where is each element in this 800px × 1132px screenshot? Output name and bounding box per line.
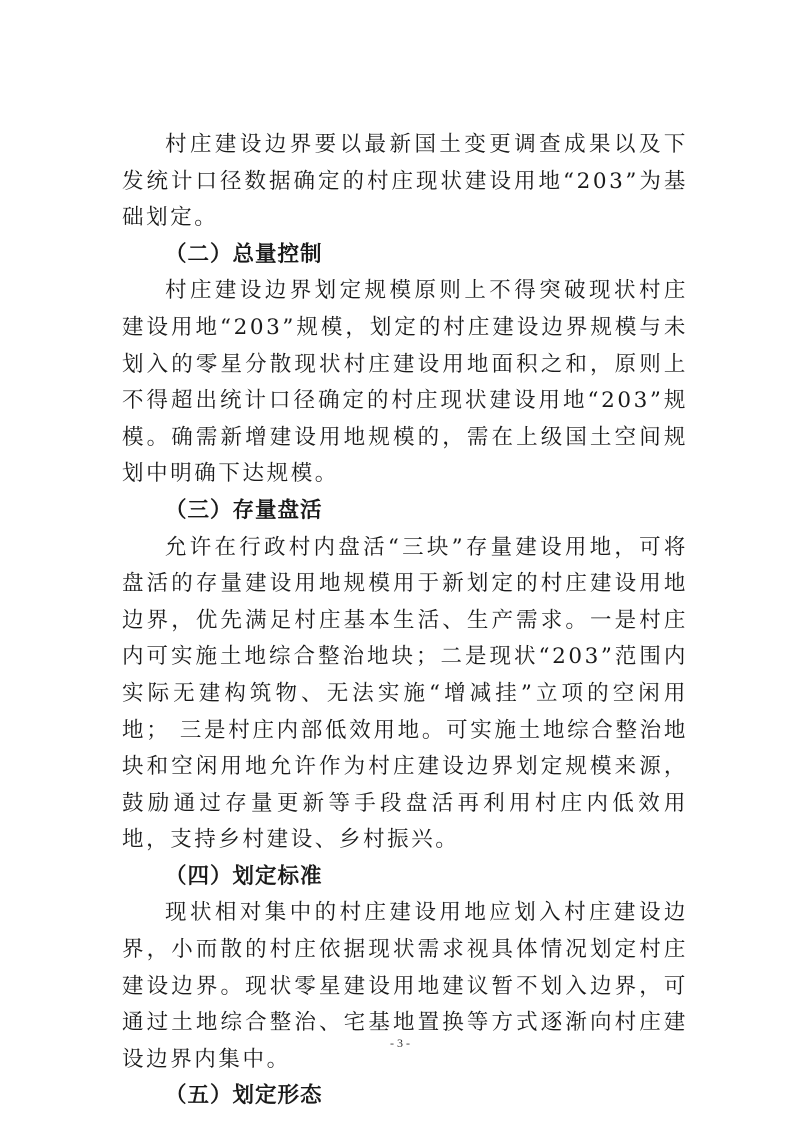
paragraph-stock-revitalization: 允许在行政村内盘活“三块”存量建设用地，可将盘活的存量建设用地规模用于新划定的村庄建设用地边界，优先满足村庄基本生活、生产需求。一是村庄内可实施土地综合整治地块；二是现状“203”范围内实际无建构筑物、无法实施“增减挂”立项的空闲用地； 三是村庄内部低效用地。可实施土地综合整治地块和空闲用地允许作为村庄建设边界划定规模来源，鼓励通过存量更新等手段盘活再利用村庄内低效用地，支持乡村建设、乡村振兴。 <box>122 534 688 853</box>
section-heading-delineation-form: （五）划定形态 <box>165 1083 323 1109</box>
paragraph-delineation-standard: 现状相对集中的村庄建设用地应划入村庄建设边界，小而散的村庄依据现状需求视具体情况划定村庄建设边界。现状零星建设用地建议暂不划入边界，可通过土地综合整治、宅基地置换等方式逐渐向村庄建设边界内集中。 <box>122 900 688 1072</box>
paragraph-total-control: 村庄建设边界划定规模原则上不得突破现状村庄建设用地“203”规模，划定的村庄建设边界规模与未划入的零星分散现状村庄建设用地面积之和，原则上不得超出统计口径确定的村庄现状建设用地“203”规模。确需新增建设用地规模的，需在上级国土空间规划中明确下达规模。 <box>122 278 688 487</box>
section-heading-total-control: （二）总量控制 <box>165 241 323 267</box>
section-heading-stock-revitalization: （三）存量盘活 <box>165 497 323 523</box>
page-number: - 3 - <box>390 1036 410 1050</box>
document-body <box>122 127 688 1115</box>
section-heading-delineation-standard: （四）划定标准 <box>165 863 323 889</box>
paragraph-boundary-basis: 村庄建设边界要以最新国土变更调查成果以及下发统计口径数据确定的村庄现状建设用地“203”为基础划定。 <box>122 132 688 231</box>
